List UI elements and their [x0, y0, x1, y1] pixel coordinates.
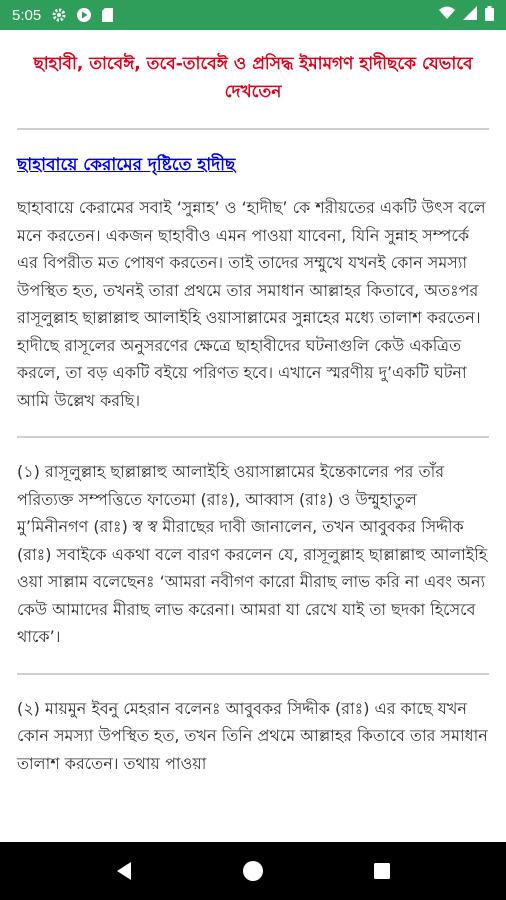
- article-content[interactable]: [0, 30, 506, 842]
- signal-icon: [463, 6, 477, 24]
- status-bar: [0, 0, 506, 30]
- battery-icon: [485, 6, 494, 25]
- sd-card-icon: [101, 7, 114, 23]
- paragraph-2: (২) মায়মুন ইবনু মেহরান বলেনঃ আবুবকর সিদ্দীক (রাঃ) এর কাছে যখন কোন সমস্যা উপস্থিত হত, তখন তিনি প্রথমে আল্লাহর কিতাবে তার সমাধান তালাশ করতেন। তথায় পাওয়া: [17, 698, 488, 773]
- recents-icon[interactable]: [362, 851, 402, 891]
- divider: [17, 436, 489, 438]
- paragraph-intro: ছাহাবায়ে কেরামের সবাই ‘সুন্নাহ’ ও ‘হাদীছ’ কে শরীয়তের একটি উৎস বলে মনে করতেন। একজন ছাহাবীও এমন পাওয়া যাবেনা, যিনি সুন্নাহ সম্পর্কে এর বিপরীত মত পোষণ করতেন। তাই তাদের সম্মুখে যখনই কোন সমস্যা উপস্থিত হত, তখনই তারা প্রথমে তার সমাধান আল্লাহর কিতাবে, অতঃপর রাসূলুল্লাহ ছাল্লাল্লাহু আলাইহি ওয়াসাল্লামের সুন্নাহের মধ্যে তালাশ করতেন। হাদীছে রাসূলের অনুসরণের ক্ষেত্রে ছাহাবীদের ঘটনাগুলি কেউ একত্রিত করলে, তা বড় একটি বইয়ে পরিণত হবে। এখানে স্মরণীয় দু’একটি ঘটনা আমি উল্লেখ করছি।: [17, 198, 486, 410]
- play-store-icon: [76, 7, 92, 23]
- wifi-icon: [439, 6, 455, 24]
- status-time: 5:05: [12, 6, 42, 24]
- back-icon[interactable]: [104, 851, 144, 891]
- settings-icon: [51, 7, 67, 23]
- page-title: ছাহাবী, তাবেঈ, তবে-তাবেঈ ও প্রসিদ্ধ ইমামগণ হাদীছকে যেভাবে দেখতেন: [33, 54, 473, 102]
- section-heading-link[interactable]: ছাহাবায়ে কেরামের দৃষ্টিতে হাদীছ: [17, 155, 236, 175]
- paragraph-1: (১) রাসূলুল্লাহ ছাল্লাল্লাহু আলাইহি ওয়াসাল্লামের ইন্তেকালের পর তাঁর পরিত্যক্ত সম্পত্তিতে ফাতেমা (রাঃ), আব্বাস (রাঃ) ও উম্মুহাতুল মু’মিনীনগণ (রাঃ) স্ব স্ব মীরাছের দাবী জানালেন, তখন আবুবকর সিদ্দীক (রাঃ) সবাইকে একথা বলে বারণ করলেন যে, রাসূলুল্লাহ ছাল্লাল্লাহু আলাইহি ওয়া সাল্লাম বলেছেনঃ ‘আমরা নবীগণ কারো মীরাছ লাভ করি না এবং অন্য কেউ আমাদের মীরাছ লাভ করেনা। আমরা যা রেখে যাই তা ছদকা হিসেবে থাকে’।: [17, 462, 488, 646]
- divider: [17, 673, 489, 675]
- navigation-bar: [0, 842, 506, 900]
- divider: [17, 128, 489, 130]
- home-icon[interactable]: [233, 851, 273, 891]
